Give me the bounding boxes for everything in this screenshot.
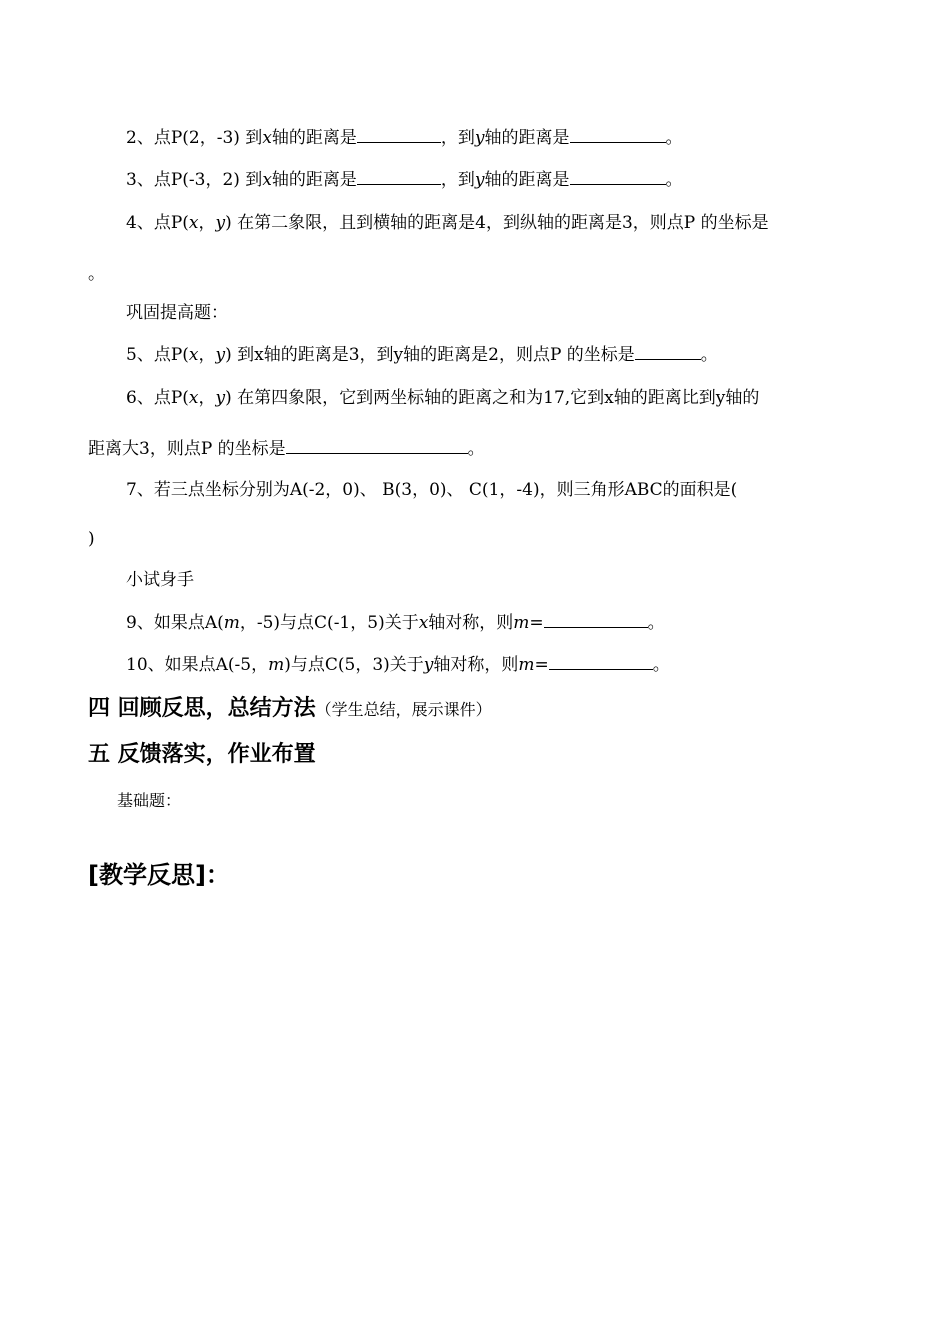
- section-heading-review: 四 回顾反思，总结方法（学生总结，展示课件）: [88, 695, 492, 721]
- question-7-end: ): [88, 529, 95, 549]
- basic-exercises-label: 基础题：: [117, 791, 182, 810]
- question-3: 3、点P(-3，2) 到x轴的距离是 ，到y轴的距离是 。: [126, 170, 683, 190]
- question-10: 10、如果点A(-5，m)与点C(5，3)关于y轴对称，则m= 。: [126, 655, 670, 675]
- question-9: 9、如果点A(m，-5)与点C(-1，5)关于x轴对称，则m= 。: [126, 613, 665, 633]
- answer-blank[interactable]: [357, 168, 441, 185]
- answer-blank[interactable]: [286, 437, 468, 454]
- answer-blank[interactable]: [549, 653, 653, 670]
- teaching-reflection-heading: [教学反思]：: [88, 861, 230, 889]
- answer-blank[interactable]: [357, 126, 441, 143]
- section-heading-homework: 五 反馈落实，作业布置: [88, 741, 316, 767]
- answer-blank[interactable]: [544, 611, 648, 628]
- question-2: 2、点P(2，-3) 到x轴的距离是 ，到y轴的距离是 。: [126, 128, 683, 148]
- question-6: 6、点P(x，y) 在第四象限，它到两坐标轴的距离之和为17,它到x轴的距离比到y轴的: [126, 388, 760, 408]
- question-7: 7、若三点坐标分别为A(-2，0)、 B(3，0)、 C(1，-4)，则三角形ABC的面积是(: [126, 480, 738, 500]
- answer-blank[interactable]: [570, 126, 666, 143]
- section-consolidate-label: 巩固提高题：: [126, 303, 228, 323]
- question-5: 5、点P(x，y) 到x轴的距离是3，到y轴的距离是2，则点P 的坐标是 。: [126, 345, 718, 365]
- answer-blank[interactable]: [570, 168, 666, 185]
- section-try-label: 小试身手: [126, 570, 194, 590]
- question-4-end: 。: [88, 264, 105, 284]
- section-heading-note: （学生总结，展示课件）: [315, 700, 492, 719]
- question-6-cont: 距离大3，则点P 的坐标是 。: [88, 439, 485, 459]
- question-4: 4、点P(x，y) 在第二象限，且到横轴的距离是4，到纵轴的距离是3，则点P 的坐标是: [126, 213, 769, 233]
- answer-blank[interactable]: [635, 343, 701, 360]
